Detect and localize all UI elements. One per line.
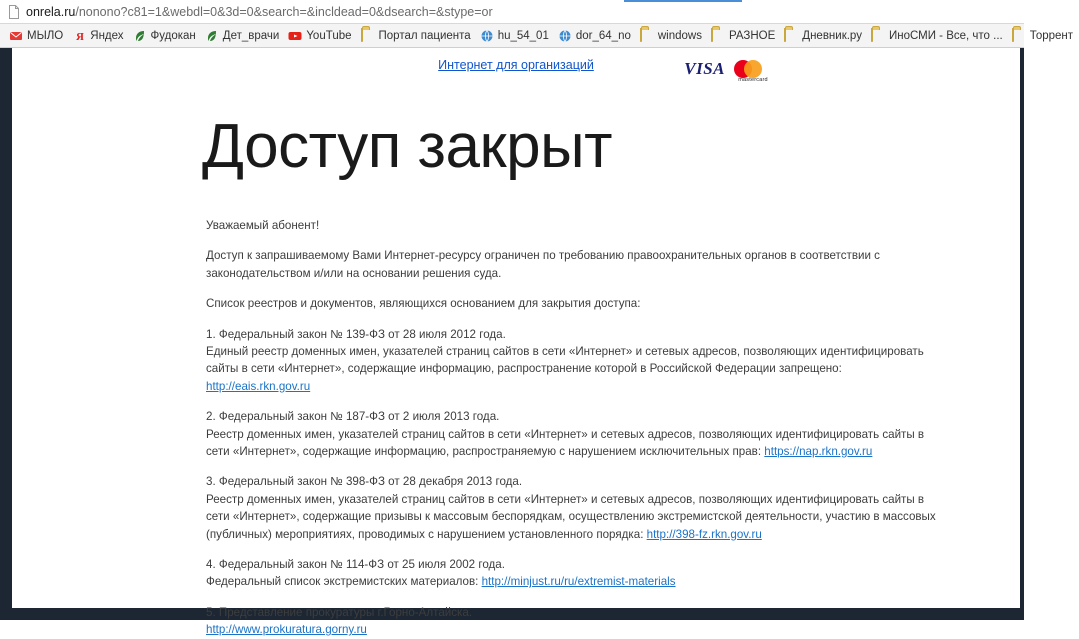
yandex-icon [72, 29, 86, 43]
bookmark-label: Дневник.ру [802, 29, 862, 42]
payment-logos [684, 56, 775, 82]
item-link[interactable]: http://minjust.ru/ru/extremist-materials [481, 575, 676, 589]
greeting-text: Уважаемый абонент! [206, 219, 320, 233]
document-icon [6, 4, 22, 20]
item-text: Реестр доменных имен, указателей страниц сайтов в сети «Интернет» и сетевых адресов, позволяющих идентифицировать сайты в сети «Интернет», содержащие призывы к массовым беспорядкам, осуществлению экстремистской деятельности, участию в массовых (публичных) мероприятиях, проводимых с нарушением установленного порядка: [206, 492, 936, 541]
youtube-icon [288, 29, 302, 43]
list-intro-text: Список реестров и документов, являющихся основанием для закрытия доступа: [206, 297, 641, 311]
page-right-frame [1020, 48, 1024, 620]
item-text: Реестр доменных имен, указателей страниц сайтов в сети «Интернет» и сетевых адресов, позволяющих идентифицировать сайты в сети «Интернет», содержащие информацию, распространяемую с нарушением исключительных прав: [206, 427, 925, 458]
org-internet-link[interactable]: Интернет для организаций [438, 58, 594, 72]
bookmark-youtube[interactable] [285, 26, 357, 46]
bookmark-label: dor_64_no [575, 29, 631, 42]
mail-icon [9, 29, 23, 43]
registry-item-1 [206, 326, 946, 396]
browser-chrome [0, 0, 1074, 48]
bookmark-det-vrachi[interactable] [202, 26, 286, 46]
page-top-banner [12, 48, 1020, 92]
item-title: 4. Федеральный закон № 114-ФЗ от 25 июля 2002 года. [206, 557, 505, 571]
bookmark-inosmi[interactable] [868, 26, 1009, 46]
bookmark-label: Яндех [90, 29, 124, 42]
registry-item-3 [206, 473, 946, 543]
svg-text:Я: Я [76, 30, 85, 43]
bookmark-windows[interactable] [637, 26, 708, 46]
intro-text: Доступ к запрашиваемому Вами Интернет-ресурсу ограничен по требованию правоохранительных органов в соответствии с законодательством и/или на основании решения суда. [206, 249, 880, 280]
bookmark-label: hu_54_01 [497, 29, 549, 42]
page-left-frame [0, 48, 12, 620]
bookmark-mylo[interactable] [6, 26, 69, 46]
url-text[interactable] [26, 5, 493, 19]
folder-icon [711, 29, 725, 43]
item-title: 2. Федеральный закон № 187-ФЗ от 2 июля 2013 года. [206, 410, 500, 424]
bookmark-label: Портал пациента [378, 29, 471, 42]
active-tab-sliver[interactable] [624, 0, 742, 2]
bookmark-label: Фудокан [150, 29, 196, 42]
registry-item-4 [206, 556, 946, 591]
leaf-icon [133, 29, 147, 43]
page-body [206, 217, 946, 638]
item-link[interactable]: http://eais.rkn.gov.ru [206, 379, 311, 393]
bookmark-label: windows [657, 29, 702, 42]
folder-icon [871, 29, 885, 43]
bookmark-dnevnik-ru[interactable] [781, 26, 868, 46]
registry-item-5 [206, 604, 946, 639]
url-host: onrela.ru [26, 4, 76, 19]
bookmark-torrent[interactable] [1009, 26, 1079, 46]
item-title: 5. Представление прокуратуры г.Горно-Алтайска. [206, 605, 473, 619]
page-viewport [0, 48, 1024, 637]
item-title: 1. Федеральный закон № 139-ФЗ от 28 июля 2012 года. [206, 327, 506, 341]
bookmark-raznoe[interactable] [708, 26, 781, 46]
item-link[interactable]: http://www.prokuratura.gorny.ru [206, 623, 367, 637]
leaf-icon [205, 29, 219, 43]
item-link[interactable]: http://398-fz.rkn.gov.ru [646, 527, 762, 541]
bookmark-label: Торрент [1029, 29, 1074, 42]
folder-icon [361, 29, 375, 43]
bookmarks-bar[interactable] [0, 24, 1074, 48]
bookmark-label: МЫЛО [27, 29, 64, 42]
folder-icon [784, 29, 798, 43]
item-text: Единый реестр доменных имен, указателей страниц сайтов в сети «Интернет» и сетевых адресов, позволяющих идентифицировать сайты в сети «Интернет», содержащие информацию, распространение которой в Российской Федерации запрещено: [206, 345, 924, 376]
item-text: Федеральный список экстремистских материалов: [206, 575, 482, 589]
bookmark-fudokan[interactable] [130, 26, 202, 46]
bookmark-hu-54-01[interactable] [477, 26, 555, 46]
visa-logo: VISA [684, 59, 725, 78]
item-title: 3. Федеральный закон № 398-ФЗ от 28 декабря 2013 года. [206, 475, 523, 489]
registry-item-2 [206, 408, 946, 460]
page-title: Доступ закрыт [202, 112, 613, 181]
globe-icon [480, 29, 494, 43]
folder-icon [1012, 29, 1026, 43]
bookmark-dor-64-no[interactable] [555, 26, 637, 46]
bookmark-label: РАЗНОЕ [728, 29, 776, 42]
url-path: /nonono?c81=1&webdl=0&3d=0&search=&incldead=0&dsearch=&stype=or [75, 4, 493, 19]
mastercard-label: mastercard [738, 77, 768, 83]
bookmark-label: YouTube [306, 29, 352, 42]
bookmark-portal-pacienta[interactable] [358, 26, 477, 46]
item-link[interactable]: https://nap.rkn.gov.ru [764, 445, 873, 458]
folder-icon [640, 29, 654, 43]
address-bar[interactable] [0, 0, 1024, 24]
bookmark-yandex[interactable] [69, 26, 129, 46]
bookmark-label: ИноСМИ - Все, что ... [888, 29, 1003, 42]
bookmark-label: Дет_врачи [222, 29, 280, 42]
globe-icon [558, 29, 572, 43]
blocked-page [12, 48, 1020, 637]
mastercard-logo [731, 56, 775, 82]
